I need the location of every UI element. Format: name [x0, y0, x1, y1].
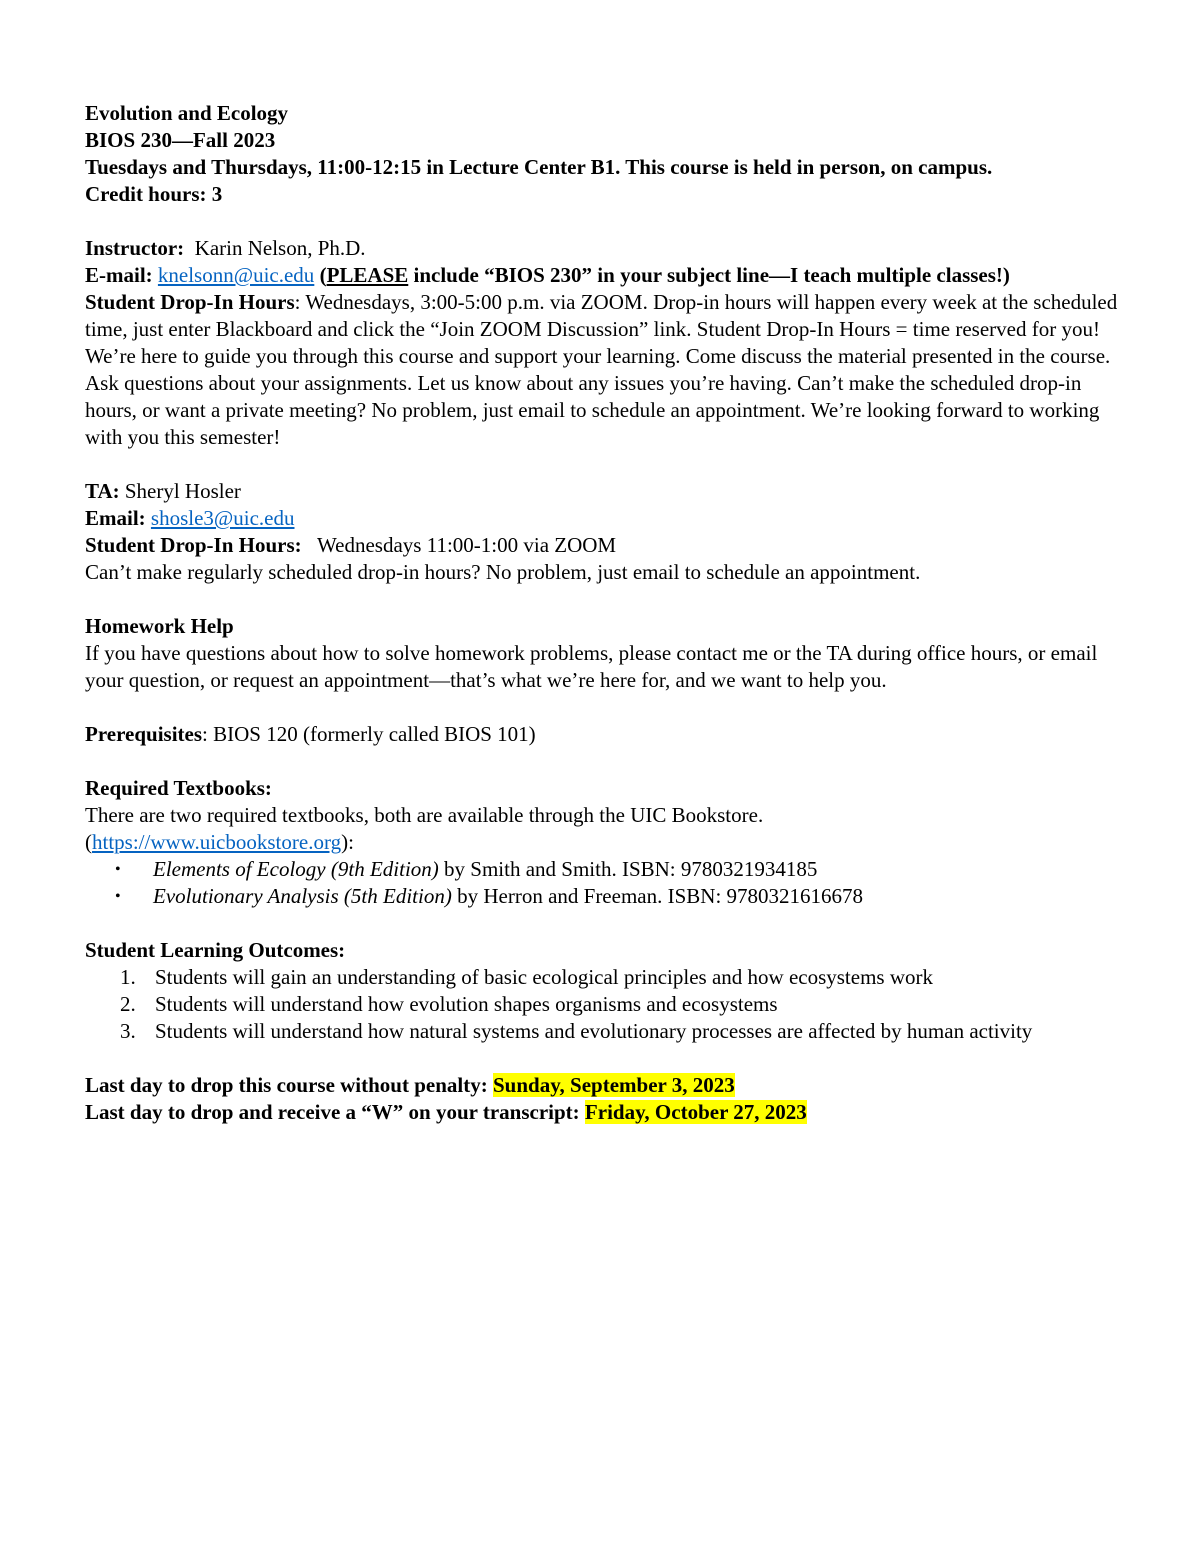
ta-line: TA: Sheryl Hosler [85, 479, 241, 503]
instructor-hours: Student Drop-In Hours: Wednesdays, 3:00-5:00 p.m. via ZOOM. Drop-in hours will happen every week at the scheduled time, just enter Blackboard and click the “Join ZOOM Discussion” link. Student Drop-In Hours = time reserved for you! We’re here to guide you through this course and support your learning. Come discuss the material presented in the course. Ask questions about your assignments. Let us know about any issues you’re having. Can’t make the scheduled drop-in hours, or want a private meeting? No problem, just email to schedule an appointment. We’re looking forward to working with you this semester! [85, 290, 1118, 449]
outcomes-heading: Student Learning Outcomes: [85, 938, 346, 962]
course-title: Evolution and Ecology [85, 101, 289, 125]
ta-name: Sheryl Hosler [124, 479, 241, 503]
ta-note: Can’t make regularly scheduled drop-in hours? No problem, just email to schedule an appointment. [85, 560, 921, 584]
instructor-email-note: (PLEASE include “BIOS 230” in your subject line—I teach multiple classes!) [319, 263, 1010, 287]
withdraw-deadline: Last day to drop and receive a “W” on your transcript: Friday, October 27, 2023 [85, 1100, 807, 1124]
ta-email-link[interactable]: shosle3@uic.edu [150, 506, 295, 530]
list-item: 3. Students will understand how natural systems and evolutionary processes are affected by human activity [120, 1019, 1033, 1043]
textbook-list [85, 856, 1125, 910]
book-title: Elements of Ecology (9th Edition) [153, 857, 439, 881]
bookstore-link[interactable]: https://www.uicbookstore.org [92, 830, 342, 854]
ta-hours: Student Drop-In Hours: Wednesdays 11:00-1:00 via ZOOM [85, 533, 617, 557]
list-item: 2. Students will understand how evolution shapes organisms and ecosystems [120, 992, 778, 1016]
list-item: 1. Students will gain an understanding of basic ecological principles and how ecosystems work [120, 965, 933, 989]
bullet-icon: • [115, 861, 121, 878]
textbooks-link-line: (https://www.uicbookstore.org): [85, 830, 354, 854]
homework-heading: Homework Help [85, 614, 234, 638]
instructor-email-link[interactable]: knelsonn@uic.edu [157, 263, 315, 287]
textbooks-intro: There are two required textbooks, both are available through the UIC Bookstore. [85, 803, 764, 827]
drop-deadline: Last day to drop this course without penalty: Sunday, September 3, 2023 [85, 1073, 735, 1097]
ta-email-line: Email: shosle3@uic.edu [85, 506, 295, 530]
prerequisites: Prerequisites: BIOS 120 (formerly called BIOS 101) [85, 722, 536, 746]
book-title: Evolutionary Analysis (5th Edition) [153, 884, 452, 908]
withdraw-date: Friday, October 27, 2023 [584, 1100, 807, 1124]
instructor-email-line [85, 262, 1125, 289]
bullet-icon: • [115, 888, 121, 905]
textbooks-heading: Required Textbooks: [85, 776, 272, 800]
instructor-name: Karin Nelson, Ph.D. [194, 236, 366, 260]
drop-date: Sunday, September 3, 2023 [492, 1073, 735, 1097]
course-schedule: Tuesdays and Thursdays, 11:00-12:15 in Lecture Center B1. This course is held in person, on campus. [85, 155, 993, 179]
list-item: • Evolutionary Analysis (5th Edition) by Herron and Freeman. ISBN: 9780321616678 [115, 884, 864, 908]
homework-text: If you have questions about how to solve homework problems, please contact me or the TA during office hours, or email your question, or request an appointment—that’s what we’re here for, and we want to help you. [85, 641, 1098, 692]
outcomes-list [85, 964, 1125, 1045]
instructor-line: Instructor: Karin Nelson, Ph.D. [85, 236, 366, 260]
list-item: • Elements of Ecology (9th Edition) by Smith and Smith. ISBN: 9780321934185 [115, 857, 818, 881]
syllabus-content [85, 100, 1125, 1126]
instructor-email-label: E-mail: [85, 263, 153, 287]
credit-hours: Credit hours: 3 [85, 182, 223, 206]
course-code: BIOS 230—Fall 2023 [85, 128, 276, 152]
